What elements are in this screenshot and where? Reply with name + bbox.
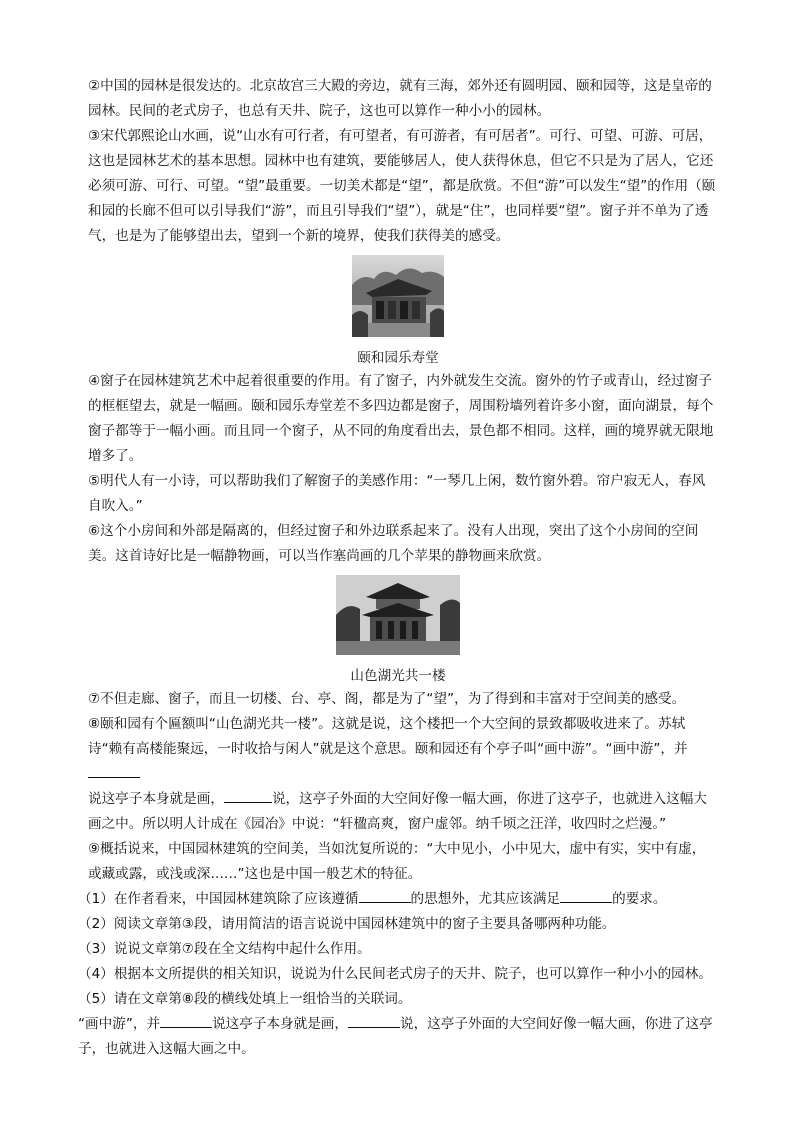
question-1-part-c: 的要求。 bbox=[612, 891, 667, 907]
paragraph-6: ⑥这个小房间和外部是隔离的，但经过窗子和外边联系起来了。没有人出现，突出了这个小房间的空间美。这首诗好比是一幅静物画，可以当作塞尚画的几个苹果的静物画来欣赏。 bbox=[88, 523, 699, 564]
pavilion-photo bbox=[336, 575, 460, 655]
question-5-part-a: “画中游”，并 bbox=[78, 1016, 161, 1032]
paragraph-3: ③宋代郭熙论山水画，说“山水有可行者，有可望者，有可游者，有可居者”。可行、可望、可游、可居，这也是园林艺术的基本思想。园林中也有建筑，要能够居人，使人获得休息，但它不只是为了居人，它还必须可游、可行、可望。“望”最重要。一切美术都是“望”，都是欣赏。不但“游”可以发生“望”的作用（颐和园的长廊不但可以引导我们“游”，而且引导我们“望”），就是“住”，也同样要“望”。窗子并不单为了透气，也是为了能够望出去，望到一个新的境界，使我们获得美的感受。 bbox=[88, 128, 716, 244]
paragraph-8-part-c: 说，这亭子外面的大空间好像一幅大画，你进了这亭子，也就进入这幅大画之中。所以明人计成在《园冶》中说：“轩楹高爽，窗户虚邻。纳千顷之汪洋，收四时之烂漫。” bbox=[88, 791, 707, 832]
answer-blank-1[interactable] bbox=[359, 888, 411, 903]
question-1-part-a: （1）在作者看来，中国园林建筑除了应该遵循 bbox=[78, 891, 359, 907]
question-1-part-b: 的思想外，尤其应该满足 bbox=[410, 891, 561, 907]
question-5-part-c: 说，这亭子外面的大空间好像一幅大画，你进了这亭子，也就进入这幅大画之中。 bbox=[78, 1016, 713, 1057]
answer-blank-4[interactable] bbox=[348, 1013, 400, 1028]
question-2: （2）阅读文章第③段，请用简洁的语言说说中国园林建筑中的窗子主要具备哪两种功能。 bbox=[78, 916, 616, 932]
paragraph-2: ②中国的园林是很发达的。北京故宫三大殿的旁边，就有三海，郊外还有圆明园、颐和园等，这是皇帝的园林。民间的老式房子，也总有天井、院子，这也可以算作一种小小的园林。 bbox=[88, 78, 712, 119]
question-5-text bbox=[78, 1012, 718, 1062]
answer-blank-2[interactable] bbox=[560, 888, 612, 903]
paragraph-8-part-b: 说这亭子本身就是画， bbox=[88, 791, 224, 807]
question-1 bbox=[78, 887, 718, 912]
paragraph-7: ⑦不但走廊、窗子，而且一切楼、台、亭、阁，都是为了“望”，为了得到和丰富对于空间美的感受。 bbox=[88, 691, 686, 707]
figure-leshoutang bbox=[78, 255, 718, 369]
document-page bbox=[78, 74, 718, 1062]
paragraph-5: ⑤明代人有一小诗，可以帮助我们了解窗子的美感作用：“一琴几上闲，数竹窗外碧。帘户寂无人，春风自吹入。” bbox=[88, 473, 706, 514]
fill-blank-1[interactable] bbox=[88, 763, 140, 778]
paragraph-8 bbox=[78, 712, 718, 837]
paragraph-9: ⑨概括说来，中国园林建筑的空间美，当如沈复所说的：“大中见小，小中见大，虚中有实，实中有虚，或藏或露，或浅或深……”这也是中国一般艺术的特征。 bbox=[88, 841, 706, 882]
figure-caption: 山色湖光共一楼 bbox=[350, 668, 446, 684]
question-5-part-b: 说这亭子本身就是画， bbox=[212, 1016, 348, 1032]
paragraph-4: ④窗子在园林建筑艺术中起着很重要的作用。有了窗子，内外就发生交流。窗外的竹子或青山，经过窗子的框框望去，就是一幅画。颐和园乐寿堂差不多四边都是窗子，周围粉墙列着许多小窗，面向湖景，每个窗子都等于一幅小画。而且同一个窗子，从不同的角度看出去，景色都不相同。这样，画的境界就无限地增多了。 bbox=[88, 373, 714, 464]
answer-blank-3[interactable] bbox=[160, 1013, 212, 1028]
figure-pavilion bbox=[78, 575, 718, 687]
question-5: （5）请在文章第⑧段的横线处填上一组恰当的关联词。 bbox=[78, 991, 412, 1007]
paragraph-8-part-a: ⑧颐和园有个匾额叫“山色湖光共一楼”。这就是说，这个楼把一个大空间的景致都吸收进来了。苏轼诗“赖有高楼能聚远，一时收拾与闲人”就是这个意思。颐和园还有个亭子叫“画中游”。“画中游”，并 bbox=[88, 716, 688, 757]
question-3: （3）说说文章第⑦段在全文结构中起什么作用。 bbox=[78, 941, 371, 957]
question-4: （4）根据本文所提供的相关知识，说说为什么民间老式房子的天井、院子，也可以算作一种小小的园林。 bbox=[78, 966, 712, 982]
figure-caption: 颐和园乐寿堂 bbox=[357, 350, 439, 366]
leshoutang-photo bbox=[352, 255, 444, 337]
fill-blank-2[interactable] bbox=[224, 788, 272, 803]
